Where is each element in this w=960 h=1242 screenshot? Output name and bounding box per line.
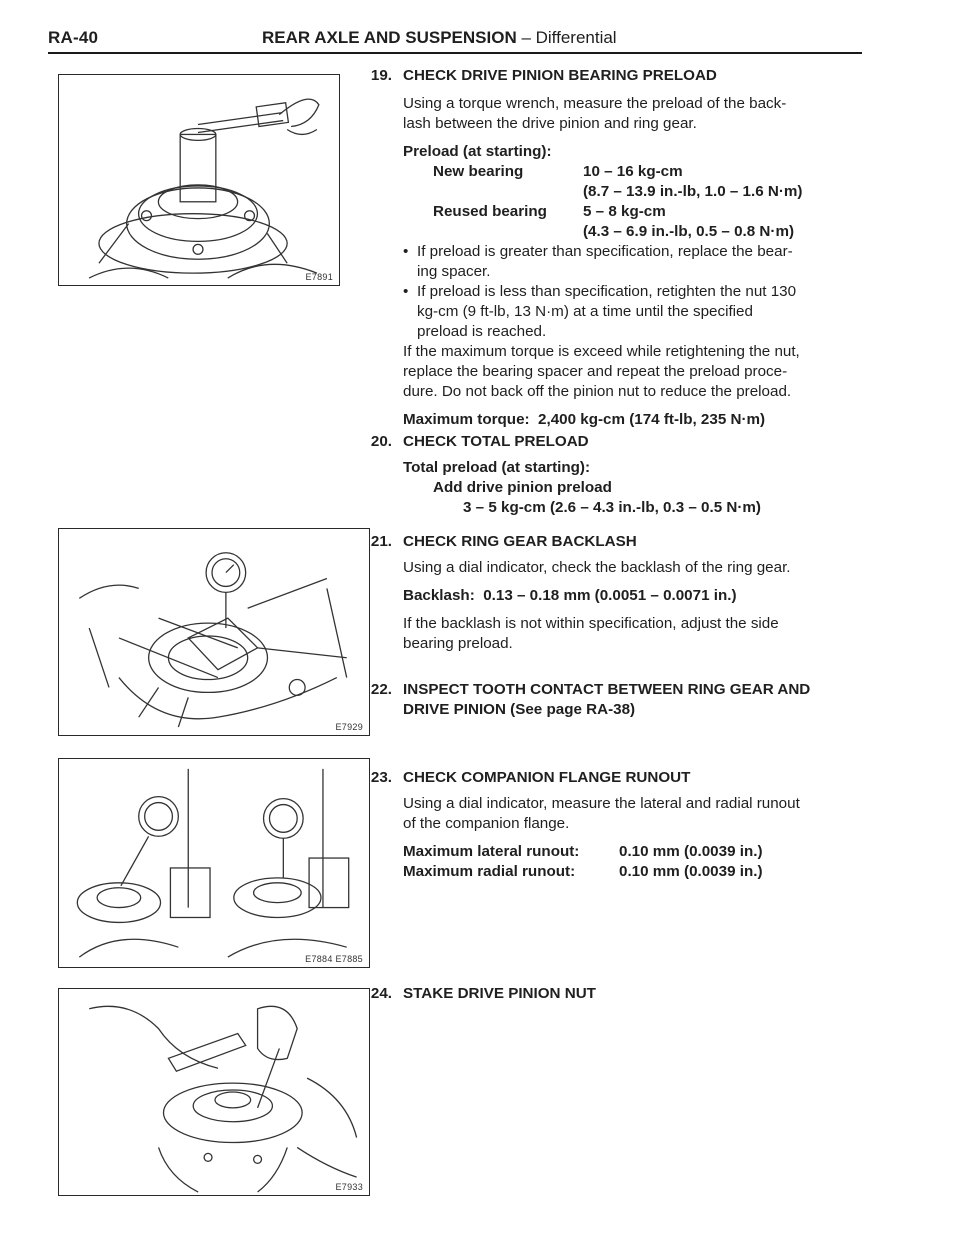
step-heading: CHECK TOTAL PRELOAD	[403, 433, 589, 450]
spec-value: 2,400 kg-cm (174 ft-lb, 235 N·m)	[538, 411, 766, 428]
page-number: RA-40	[48, 28, 99, 47]
text-line: dure. Do not back off the pinion nut to reduce the preload.	[403, 383, 792, 400]
spec-label: Preload (at starting):	[403, 143, 552, 160]
spec-value: 10 – 16 kg-cm	[583, 163, 683, 180]
text-line: If the maximum torque is exceed while retightening the nut,	[403, 343, 800, 360]
spec-row	[403, 202, 865, 222]
text-line: preload is reached.	[417, 323, 547, 340]
dial-indicators-flange-illustration	[59, 759, 369, 967]
step-number: 23.	[370, 769, 392, 786]
step-heading: CHECK DRIVE PINION BEARING PRELOAD	[403, 67, 717, 84]
spec-row	[403, 222, 865, 242]
page-header	[48, 26, 860, 50]
section-title-sub: – Differential	[521, 28, 617, 47]
figure-code: E7933	[335, 1182, 363, 1192]
spec-row	[403, 862, 865, 882]
heading-line: INSPECT TOOTH CONTACT BETWEEN RING GEAR AND	[403, 681, 811, 698]
spec-key: Maximum lateral runout:	[403, 843, 580, 860]
step-body	[403, 458, 865, 518]
figure-flange-runout	[58, 758, 370, 968]
spec-label: Total preload (at starting):	[403, 459, 591, 476]
text-line: If the backlash is not within specification, adjust the side	[403, 615, 779, 632]
spec-value: (4.3 – 6.9 in.-lb, 0.5 – 0.8 N·m)	[583, 223, 795, 240]
text-line: of the companion flange.	[403, 815, 570, 832]
text-line: If preload is less than specification, retighten the nut 130	[417, 283, 797, 300]
text-line: bearing preload.	[403, 635, 513, 652]
text-line: kg-cm (9 ft-lb, 13 N·m) at a time until the specified	[417, 303, 753, 320]
text-line: ing spacer.	[417, 263, 491, 280]
step-heading: STAKE DRIVE PINION NUT	[403, 985, 596, 1002]
spec-row	[403, 586, 865, 606]
step-number: 24.	[370, 985, 392, 1002]
dial-indicator-ring-gear-illustration	[59, 529, 369, 735]
header-rule	[48, 52, 862, 54]
text-line: Using a torque wrench, measure the preload of the back-	[403, 95, 787, 112]
figure-code: E7929	[335, 722, 363, 732]
figure-torque-wrench	[58, 74, 340, 286]
spec-row	[403, 842, 865, 862]
spec-value: 3 – 5 kg-cm (2.6 – 4.3 in.-lb, 0.3 – 0.5 N·m)	[463, 499, 761, 516]
spec-value: Add drive pinion preload	[433, 479, 612, 496]
figure-code: E7891	[305, 272, 333, 282]
spec-value: 0.10 mm (0.0039 in.)	[619, 843, 763, 860]
spec-key: Backlash:	[403, 587, 475, 604]
step-number: 20.	[370, 433, 392, 450]
spec-value: (8.7 – 13.9 in.-lb, 1.0 – 1.6 N·m)	[583, 183, 803, 200]
torque-wrench-illustration	[59, 75, 339, 285]
figure-stake-nut	[58, 988, 370, 1196]
step-heading: CHECK COMPANION FLANGE RUNOUT	[403, 769, 691, 786]
spec-row	[403, 410, 865, 430]
step-number: 21.	[370, 533, 392, 550]
text-line: Using a dial indicator, measure the lateral and radial runout	[403, 795, 800, 812]
spec-key: Maximum torque:	[403, 411, 530, 428]
figure-code: E7884 E7885	[305, 954, 363, 964]
spec-key: Maximum radial runout:	[403, 863, 576, 880]
stake-nut-illustration	[59, 989, 369, 1195]
text-line: If preload is greater than specification, replace the bear-	[417, 243, 793, 260]
text-line: Using a dial indicator, check the backlash of the ring gear.	[403, 559, 791, 576]
text-line: replace the bearing spacer and repeat the preload proce-	[403, 363, 788, 380]
section-title	[262, 28, 617, 48]
step-number: 22.	[370, 681, 392, 698]
heading-line: DRIVE PINION (See page RA-38)	[403, 701, 636, 718]
bullet-item: • If preload is greater than specification, replace the bear- ing spacer.	[403, 243, 793, 280]
step-body	[403, 794, 865, 882]
bullet-item: • If preload is less than specification, retighten the nut 130 kg-cm (9 ft-lb, 13 N·m) at a time until the specified preload is reached.	[403, 283, 797, 340]
spec-key: Reused bearing	[433, 203, 547, 220]
step-body	[403, 558, 865, 654]
text-line: lash between the drive pinion and ring gear.	[403, 115, 697, 132]
step-body	[403, 94, 865, 430]
figure-ring-gear-backlash	[58, 528, 370, 736]
step-heading	[403, 680, 810, 720]
spec-value: 0.13 – 0.18 mm (0.0051 – 0.0071 in.)	[483, 587, 737, 604]
spec-value: 5 – 8 kg-cm	[583, 203, 666, 220]
spec-key: New bearing	[433, 163, 524, 180]
spec-value: 0.10 mm (0.0039 in.)	[619, 863, 763, 880]
step-number: 19.	[370, 67, 392, 84]
spec-row	[403, 182, 865, 202]
spec-row	[403, 162, 865, 182]
section-title-main: REAR AXLE AND SUSPENSION	[262, 28, 517, 47]
step-heading: CHECK RING GEAR BACKLASH	[403, 533, 637, 550]
